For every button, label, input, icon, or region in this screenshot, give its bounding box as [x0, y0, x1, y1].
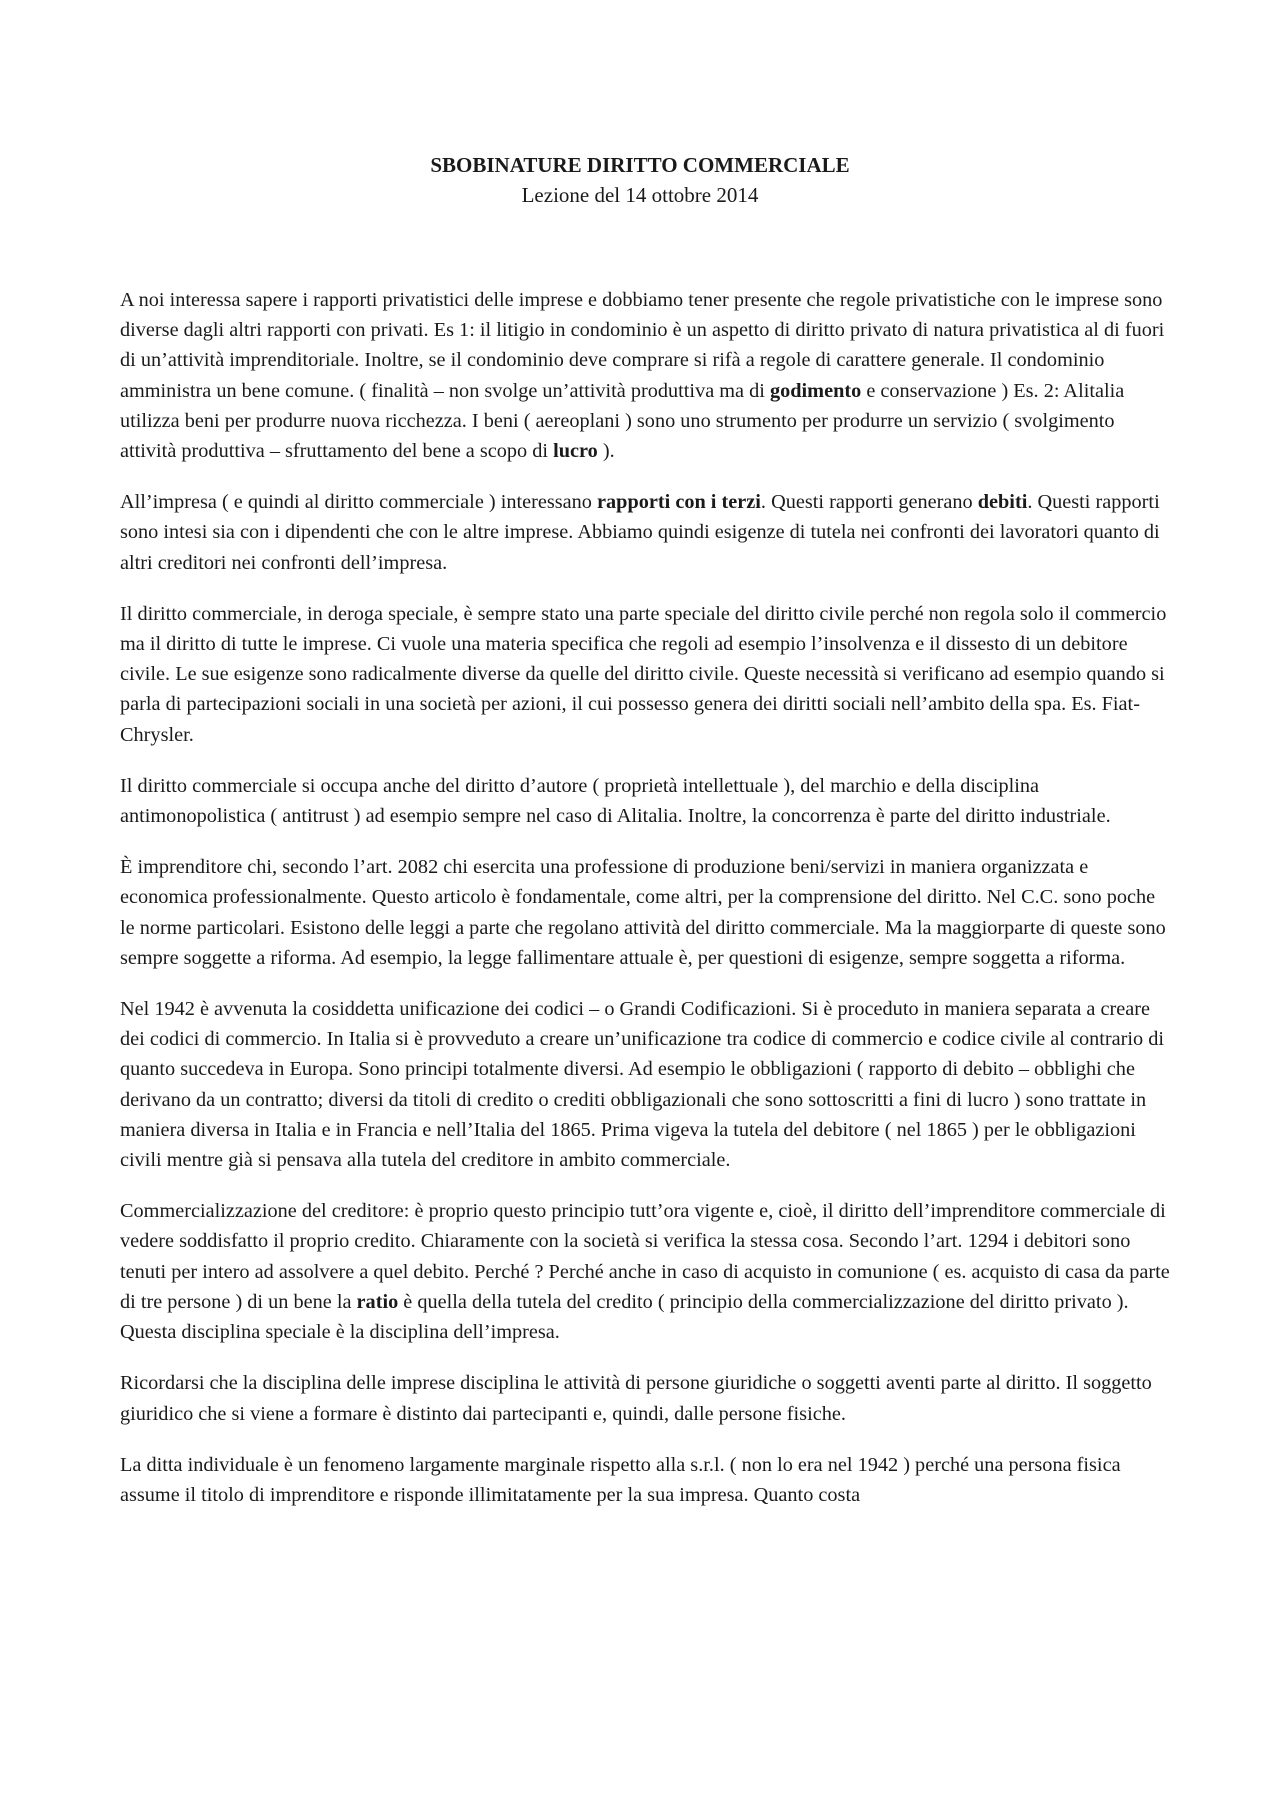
- paragraph: [120, 599, 1172, 750]
- paragraph-text: è quella della tutela del credito ( principio della commercializzazione del diritto privato ). Questa disciplina speciale è la disciplina dell’impresa.: [120, 1290, 1129, 1344]
- paragraph: [120, 1196, 1172, 1347]
- bold-term-ratio: ratio: [356, 1290, 399, 1313]
- document-body: [120, 285, 1172, 1531]
- bold-term-lucro: lucro: [553, 440, 598, 463]
- paragraph: [120, 1368, 1172, 1428]
- paragraph-text: Nel 1942 è avvenuta la cosiddetta unificazione dei codici – o Grandi Codificazioni. Si è proceduto in maniera separata a creare dei codici di commercio. In Italia si è provveduto a creare un’unificazione tra codice di commercio e codice civile al contrario di quanto succedeva in Europa. Sono principi totalmente diversi. Ad esempio le obbligazioni ( rapporto di debito – obblighi che derivano da un contratto; diversi da titoli di credito o crediti obbligazionali che sono sottoscritti a fini di lucro ) sono trattate in maniera diversa in Italia e in Francia e nell’Italia del 1865. Prima vigeva la tutela del debitore ( nel 1865 ) per le obbligazioni civili mentre già si pensava alla tutela del creditore in ambito commerciale.: [120, 998, 1165, 1172]
- paragraph: [120, 994, 1172, 1175]
- paragraph: [120, 487, 1172, 578]
- paragraph-text: Ricordarsi che la disciplina delle imprese disciplina le attività di persone giuridiche o soggetti aventi parte al diritto. Il soggetto giuridico che si viene a formare è distinto dai partecipanti e, quindi, dalle persone fisiche.: [120, 1372, 1152, 1425]
- document-header: [0, 150, 1280, 210]
- paragraph-text: . Questi rapporti sono intesi sia con i dipendenti che con le altre imprese. Abbiamo quindi esigenze di tutela nei confronti dei lavoratori quanto di altri creditori nei confronti dell’impresa.: [120, 491, 1160, 574]
- paragraph-text: A noi interessa sapere i rapporti privatistici delle imprese e dobbiamo tener presente che regole privatistiche con le imprese sono diverse dagli altri rapporti con privati. Es 1: il litigio in condominio è un aspetto di diritto privato di natura privatistica al di fuori di un’attività imprenditoriale. Inoltre, se il condominio deve comprare si rifà a regole di carattere generale. Il condominio amministra un bene comune. ( finalità – non svolge un’attività produttiva ma di: [120, 289, 1165, 402]
- paragraph-text: La ditta individuale è un fenomeno largamente marginale rispetto alla s.r.l. ( non lo era nel 1942 ) perché una persona fisica assume il titolo di imprenditore e risponde illimitatamente per la sua impresa. Quanto costa: [120, 1453, 1121, 1506]
- paragraph-text: e conservazione ) Es. 2: Alitalia utilizza beni per produrre nuova ricchezza. I beni ( aereoplani ) sono uno strumento per produrre un servizio ( svolgimento attività produttiva – sfruttamento del bene a scopo di: [120, 379, 1125, 463]
- paragraph: [120, 771, 1172, 831]
- paragraph-text: Il diritto commerciale, in deroga speciale, è sempre stato una parte speciale del diritto civile perché non regola solo il commercio ma il diritto di tutte le imprese. Ci vuole una materia specifica che regoli ad esempio l’insolvenza e il dissesto di un debitore civile. Le sue esigenze sono radicalmente diverse da quelle del diritto civile. Queste necessità si verificano ad esempio quando si parla di partecipazioni sociali in una società per azioni, il cui possesso genera dei diritti sociali nell’ambito della spa. Es. Fiat-Chrysler.: [120, 602, 1167, 746]
- bold-term-debiti: debiti: [977, 491, 1028, 514]
- paragraph: [120, 285, 1172, 466]
- paragraph: [120, 852, 1172, 973]
- paragraph-text: Il diritto commerciale si occupa anche del diritto d’autore ( proprietà intellettuale ), del marchio e della disciplina antimonopolistica ( antitrust ) ad esempio sempre nel caso di Alitalia. Inoltre, la concorrenza è parte del diritto industriale.: [120, 774, 1111, 828]
- paragraph-text: . Questi rapporti generano: [760, 491, 978, 514]
- paragraph-text: ).: [597, 440, 615, 463]
- paragraph-text: È imprenditore chi, secondo l’art. 2082 chi esercita una professione di produzione beni/servizi in maniera organizzata e economica professionalmente. Questo articolo è fondamentale, come altri, per la comprensione del diritto. Nel C.C. sono poche le norme particolari. Esistono delle leggi a parte che regolano attività del diritto commerciale. Ma la maggiorparte di queste sono sempre soggette a riforma. Ad esempio, la legge fallimentare attuale è, per questioni di esigenze, sempre soggetta a riforma.: [120, 856, 1166, 969]
- paragraph-text: All’impresa ( e quindi al diritto commerciale ) interessano: [120, 491, 598, 514]
- paragraph-text: Commercializzazione del creditore: è proprio questo principio tutt’ora vigente e, cioè, il diritto dell’imprenditore commerciale di vedere soddisfatto il proprio credito. Chiaramente con la società si verifica la stessa cosa. Secondo l’art. 1294 i debitori sono tenuti per intero ad assolvere a quel debito. Perché ? Perché anche in caso di acquisto in comunione ( es. acquisto di casa da parte di tre persone ) di un bene la: [120, 1200, 1170, 1313]
- bold-term-rapporti-con-i-terzi: rapporti con i terzi: [597, 491, 761, 514]
- paragraph: [120, 1450, 1172, 1510]
- document-subtitle: Lezione del 14 ottobre 2014: [521, 183, 759, 207]
- document-title: SBOBINATURE DIRITTO COMMERCIALE: [430, 153, 850, 177]
- bold-term-godimento: godimento: [769, 379, 862, 402]
